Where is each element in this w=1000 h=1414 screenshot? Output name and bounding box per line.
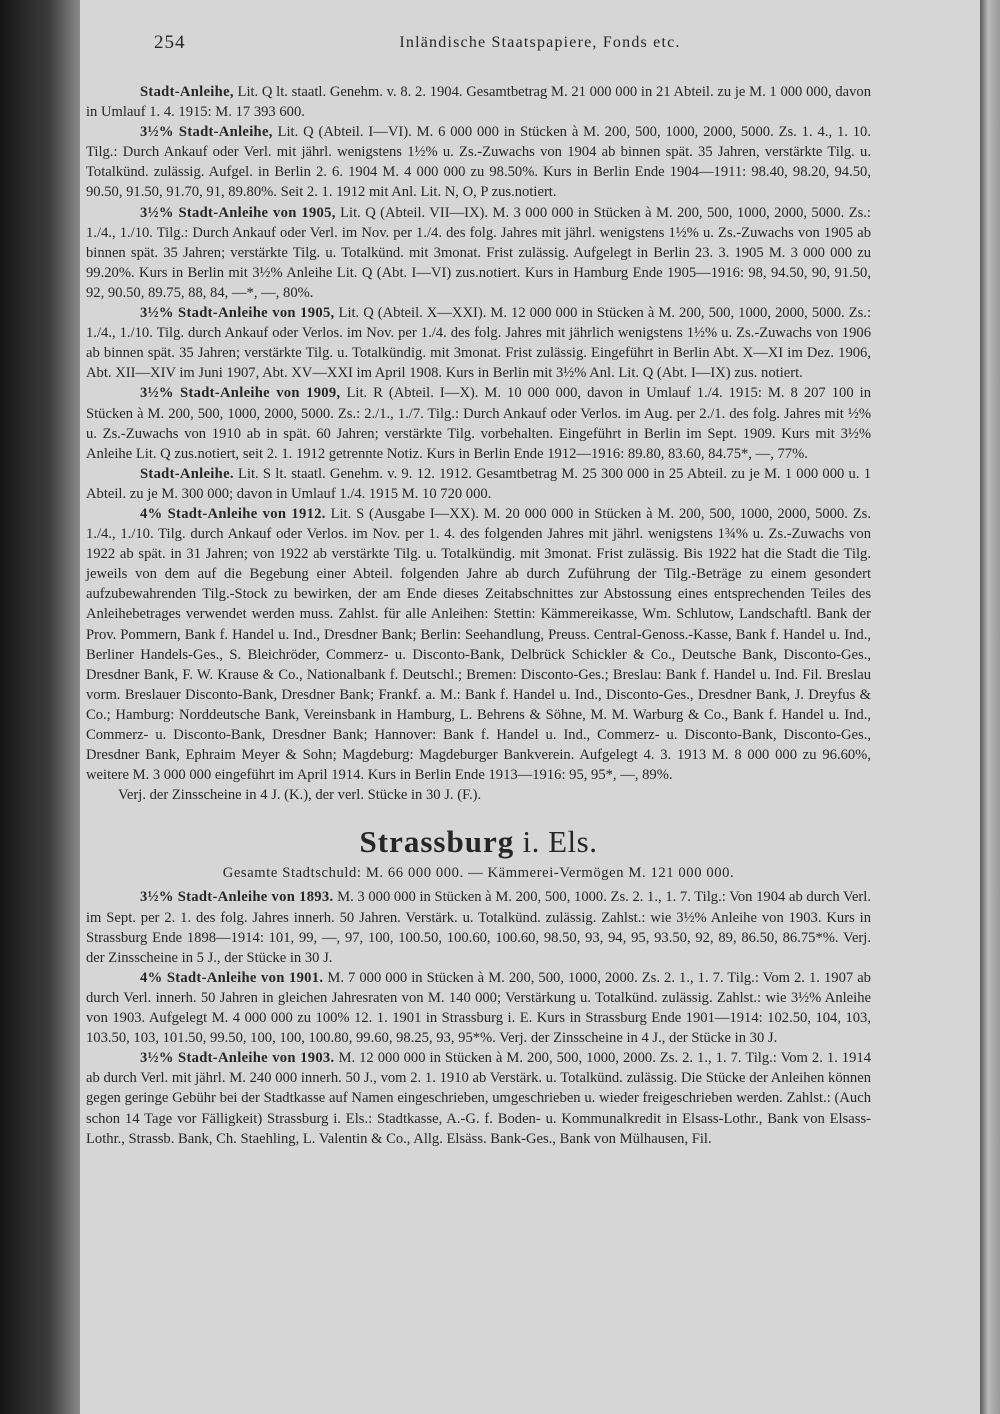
entry-heading: 3½% Stadt-Anleihe von 1893. xyxy=(140,889,334,906)
entry-heading: 3½% Stadt-Anleihe, xyxy=(140,124,273,141)
entry-anleihe-1905-x-xxi xyxy=(86,303,871,383)
entry-heading: Stadt-Anleihe. xyxy=(140,465,234,482)
section-title: Strassburg xyxy=(359,824,515,860)
entry-heading: 3½% Stadt-Anleihe von 1909, xyxy=(140,385,341,402)
entry-anleihe-1905-vii-ix xyxy=(86,203,871,303)
page-number: 254 xyxy=(154,32,186,53)
entry-text: Lit. Q (Abteil. VII—IX). M. 3 000 000 in Stücken à M. 200, 500, 1000, 2000, 5000. Zs.: 1./4., 1./10. Tilg.: Durch Ankauf oder Verl. im Nov. per 1./4. des folg. Jahres mit jährl. wenigstens 1½% u. Zs.-Zuwachs von 1905 ab binnen spät. 35 Jahren; verstärkte Tilg. u. Totalkünd. mit 3monat. Frist zulässig. Aufgelegt in Berlin 23. 3. 1905 M. 3 000 000 zu 99.20%. Kurs in Berlin mit 3½% Anleihe Lit. Q (Abt. I—VI) zus.notiert. Kurs in Hamburg Ende 1905—1916: 98, 94.50, 90, 91.50, 92, 90.50, 89.75, 88, 84, —*, —, 80%. xyxy=(86,204,871,301)
entry-text: M. 3 000 000 in Stücken à M. 200, 500, 1000. Zs. 2. 1., 1. 7. Tilg.: Von 1904 ab durch Verl. im Sept. per 2. 1. des folg. Jahres innerh. 50 Jahren. Verstärk. u. Totalkünd. zulässig. Zahlst.: wie 3½% Anleihe von 1903. Kurs in Strassburg Ende 1898—1914: 101, 99, —, 97, 100, 100.50, 100.60, 100.60, 98.50, 93, 94, 95, 93.50, 92, 89, 86.50, 86.75*%. Verj. der Zinsscheine in 5 J., der Stücke in 30 J. xyxy=(86,889,871,966)
entry-strassburg-1893 xyxy=(86,887,871,967)
entry-text: Lit. R (Abteil. I—X). M. 10 000 000, davon in Umlauf 1./4. 1915: M. 8 207 100 in Stücken à M. 200, 500, 1000, 2000, 5000. Zs.: 2./1., 1./7. Tilg.: Durch Ankauf oder Verlos. im Aug. per 2./1. des folg. Jahres mit ½% u. Zs.-Zuwachs von 1910 ab in spät. 60 Jahren; verstärkte Tilg. vorbehalten. Eingeführt in Berlin im Sept. 1909. Kurs mit 3½% Anleihe Lit. Q zus.notiert, seit 2. 1. 1912 getrennte Notiz. Kurs in Berlin Ende 1912—1916: 89.80, 83.60, 84.75*, —, 77%. xyxy=(86,385,871,462)
section-heading-strassburg xyxy=(86,825,871,859)
entry-strassburg-1901 xyxy=(86,968,871,1048)
entry-text: Lit. Q (Abteil. I—VI). M. 6 000 000 in Stücken à M. 200, 500, 1000, 2000, 5000. Zs. 1. 4., 1. 10. Tilg.: Durch Ankauf oder Verl. mit jährl. wenigstens 1½% u. Zs.-Zuwachs von 1904 ab binnen spät. 35 Jahren, verstärkte Tilg. u. Totalkünd. zulässig. Aufgel. in Berlin 2. 6. 1904 M. 4 000 000 zu 98.50%. Kurs in Berlin Ende 1904—1911: 98.40, 98.20, 94.50, 90.50, 91.50, 91.70, 91, 89.80%. Seit 2. 1. 1912 mit Anl. Lit. N, O, P zus.notiert. xyxy=(86,124,872,201)
entry-text: Lit. Q lt. staatl. Genehm. v. 8. 2. 1904. Gesamtbetrag M. 21 000 000 in 21 Abteil. zu je M. 1 000 000, davon in Umlauf 1. 4. 1915: M. 17 393 600. xyxy=(86,84,871,121)
next-page-edge xyxy=(980,0,1000,1414)
section-title-suffix: i. Els. xyxy=(514,824,598,860)
page-body xyxy=(86,82,871,1149)
entry-heading: Stadt-Anleihe, xyxy=(140,84,234,100)
statute-of-limitations-note: Verj. der Zinsscheine in 4 J. (K.), der verl. Stücke in 30 J. (F.). xyxy=(118,787,482,804)
entry-anleihe-1909 xyxy=(86,383,871,463)
entry-anleihe-q-i-vi xyxy=(86,122,871,202)
entry-text: M. 12 000 000 in Stücken à M. 200, 500, 1000, 2000. Zs. 2. 1., 1. 7. Tilg.: Vom 2. 1. 1914 ab durch Verl. mit jährl. M. 240 000 innerh. 50 J., vom 2. 1. 1910 ab Verstärk. u. Totalkünd. zulässig. Die Stücke der Anleihen können gegen geringe Gebühr bei der Stadtkasse auf Namen eingeschrieben, umgeschrieben u. wieder freigeschrieben werden. Zahlst.: (Auch schon 14 Tage vor Fälligkeit) Strassburg i. Els.: Stadtkasse, A.-G. f. Boden- u. Kommunalkredit in Elsass-Lothr., Bank von Elsass-Lothr., Strassb. Bank, Ch. Staehling, L. Valentin & Co., Allg. Elsäss. Bank-Ges., Bank von Mülhausen, Fil. xyxy=(86,1050,871,1147)
entry-anleihe-1912 xyxy=(86,504,871,785)
entry-heading: 4% Stadt-Anleihe von 1901. xyxy=(140,969,324,986)
entry-heading: 3½% Stadt-Anleihe von 1905, xyxy=(140,305,335,322)
entry-heading: 3½% Stadt-Anleihe von 1905, xyxy=(140,204,336,221)
entry-text: Lit. Q (Abteil. X—XXI). M. 12 000 000 in Stücken à M. 200, 500, 1000, 2000, 5000. Zs.: 1./4., 1./10. Tilg. durch Ankauf oder Verlos. im Nov. per 1./4. des folg. Jahres mit jährlich wenigstens 1½% u. Zs.-Zuwachs von 1906 ab binnen spät. 35 Jahren; verstärkte Tilg. u. Totalkündig. mit 3monat. Frist zulässig. Eingeführt in Berlin Abt. X—XI im Dez. 1906, Abt. XII—XIV im Juni 1907, Abt. XV—XXI im April 1908. Kurs in Berlin mit 3½% Anl. Lit. Q (Abt. I—IX) zus. notiert. xyxy=(86,305,872,382)
book-gutter-shadow xyxy=(0,0,80,1414)
entry-text: M. 7 000 000 in Stücken à M. 200, 500, 1000, 2000. Zs. 2. 1., 1. 7. Tilg.: Vom 2. 1. 1907 ab durch Verl. innerh. 50 Jahren in gleichen Jahresraten von M. 140 000; Verstärkung u. Totalkünd. zulässig. Zahlst.: wie 3½% Anleihe von 1903. Aufgelegt M. 4 000 000 zu 100% 12. 1. 1901 in Strassburg i. E. Kurs in Strassburg Ende 1901—1914: 102.50, 104, 103, 103.50, 103, 101.50, 99.50, 100, 100, 100.80, 99.60, 98.25, 93, 95*%. Verj. der Zinsscheine in 4 J., der Stücke in 30 J. xyxy=(86,969,871,1047)
section-subtitle: Gesamte Stadtschuld: M. 66 000 000. — Kämmerei-Vermögen M. 121 000 000. xyxy=(222,865,735,882)
running-title: Inländische Staatspapiere, Fonds etc. xyxy=(399,34,681,51)
entry-heading: 3½% Stadt-Anleihe von 1903. xyxy=(140,1050,335,1067)
entry-stadt-anleihe-lit-s xyxy=(86,464,871,504)
page-header xyxy=(150,32,930,62)
entry-text: Lit. S lt. staatl. Genehm. v. 9. 12. 1912. Gesamtbetrag M. 25 300 000 in 25 Abteil. zu je M. 1 000 000 u. 1 Abteil. zu je M. 300 000; davon in Umlauf 1./4. 1915 M. 10 720 000. xyxy=(86,465,871,502)
entry-stadt-anleihe-lit-q xyxy=(86,82,871,122)
entry-heading: 4% Stadt-Anleihe von 1912. xyxy=(140,505,326,522)
entry-text: Lit. S (Ausgabe I—XX). M. 20 000 000 in Stücken à M. 200, 500, 1000, 2000, 5000. Zs. 1./4., 1./10. Tilg. durch Ankauf oder Verlos. im Nov. per 1. 4. des folgenden Jahres mit jährl. wenigstens 1¾% u. Zs.-Zuwachs von 1922 ab spät. in 31 Jahren; von 1922 ab verstärkte Tilg. u. Totalkündig. mit 3monat. Frist zulässig. Bis 1922 hat die Stadt die Tilg. jeweils von dem auf die Begebung einer Abteil. folgenden Jahre ab durch Zuführung der Tilg.-Beträge zu einem gesondert aufzubewahrenden Tilg.-Stock zu bewirken, der am Ende dieses Zeitabschnittes zur Abstossung eines entsprechenden Teiles des Anleihebetrages verwendet werden muss. Zahlst. für alle Anleihen: Stettin: Kämmereikasse, Wm. Schlutow, Landschaftl. Bank der Prov. Pommern, Bank f. Handel u. Ind., Dresdner Bank; Berlin: Seehandlung, Preuss. Central-Genoss.-Kasse, Bank f. Handel u. Ind., Berliner Handels-Ges., S. Bleichröder, Commerz- u. Disconto-Bank, Delbrück Schickler & Co., Deutsche Bank, Disconto-Ges., Dresdner Bank, F. W. Krause & Co., Nationalbank f. Deutschl.; Bremen: Disconto-Ges.; Breslau: Bank f. Handel u. Ind. Fil. Breslau vorm. Breslauer Disconto-Bank, Dresdner Bank; Frankf. a. M.: Bank f. Handel u. Ind., Disconto-Ges., Dresdner Bank, J. Dreyfus & Co.; Hamburg: Norddeutsche Bank, Vereinsbank in Hamburg, L. Behrens & Söhne, M. M. Warburg & Co., Bank f. Handel u. Ind., Commerz- u. Disconto-Bank, Dresdner Bank; Hannover: Bank f. Handel u. Ind., Commerz- u. Disconto-Bank, Disconto-Ges., Dresdner Bank, Ephraim Meyer & Sohn; Magdeburg: Magdeburger Bankverein. Aufgelegt 4. 3. 1913 M. 8 000 000 zu 96.60%, weitere M. 3 000 000 eingeführt im April 1914. Kurs in Berlin Ende 1913—1916: 95, 95*, —, 89%. xyxy=(86,505,871,784)
entry-strassburg-1903 xyxy=(86,1048,871,1148)
